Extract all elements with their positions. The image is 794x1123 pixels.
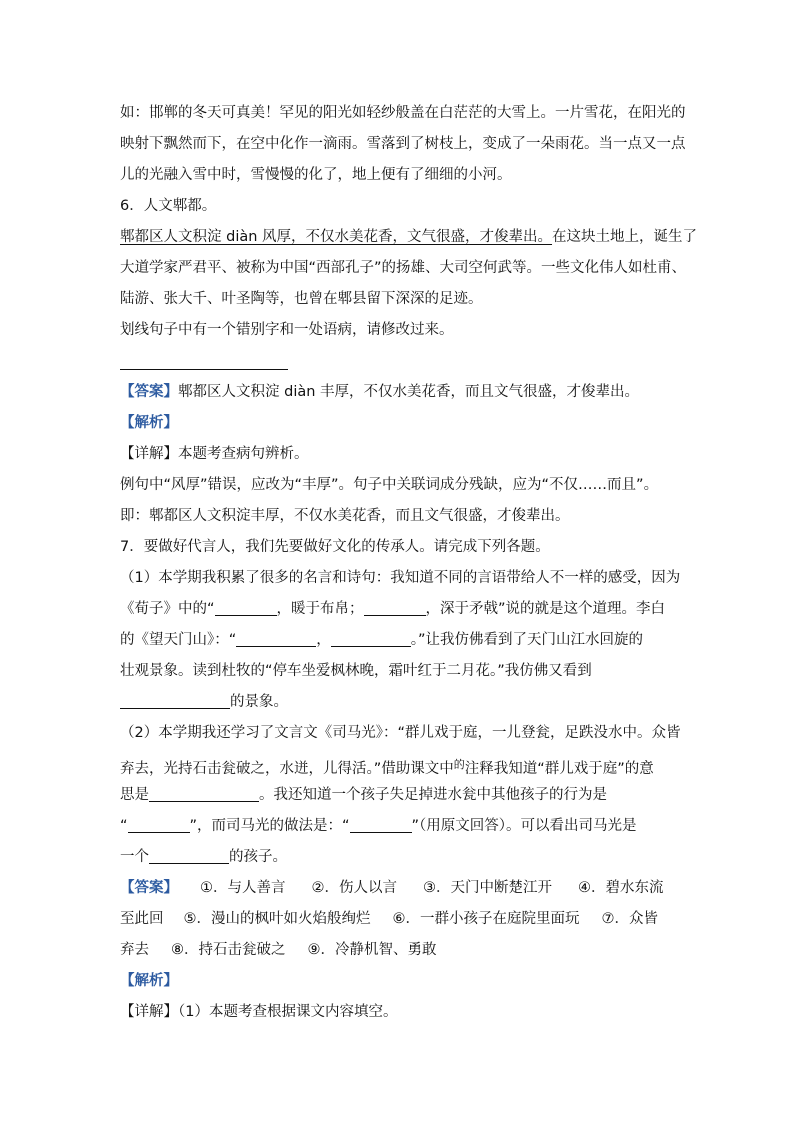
explanation-line-1: 例句中“风厚”错误，应改为“丰厚”。句子中关联词成分残缺，应为“不仅……而且”。 <box>120 477 659 493</box>
answer-8: ⑧．持石击瓮破之 <box>171 942 286 958</box>
sub-question-2-line-5 <box>120 842 680 873</box>
answer-4-continued: 至此回 <box>120 911 164 927</box>
document-page <box>120 98 698 1028</box>
sub-question-2-line-1: （2）本学期我还学习了文言文《司马光》：“群儿戏于庭，一儿登瓮，足跌没水中。众皆 <box>120 725 681 741</box>
question-6-detail <box>120 439 680 470</box>
answer-1: ①．与人善言 <box>200 880 286 896</box>
sub-question-1-line-1: （1）本学期我积累了很多的名言和诗句：我知道不同的言语带给人不一样的感受，因为 <box>120 570 681 586</box>
text-part: ，深于矛戟”说的就是这个道理。李白 <box>425 601 666 617</box>
fill-blank[interactable] <box>236 630 316 647</box>
analysis-tag: 【解析】 <box>120 973 178 989</box>
detail-tag: 【详解】 <box>120 446 178 462</box>
fill-blank[interactable] <box>149 847 229 864</box>
detail-text: （1）本题考查根据课文内容填空。 <box>178 1004 398 1020</box>
answer-5: ⑤．漫山的枫叶如火焰般绚烂 <box>183 911 371 927</box>
fill-blank[interactable] <box>120 692 230 709</box>
question-7-detail <box>120 997 680 1028</box>
sub-question-2-line-4 <box>120 811 680 842</box>
answer-3: ③．天门中断楚江开 <box>423 880 552 896</box>
example-line-2: 映射下飘然而下，在空中化作一滴雨。雪落到了树枝上，变成了一朵雨花。当一点又一点 <box>120 136 686 152</box>
fill-blank[interactable] <box>149 785 259 802</box>
answer-2: ②．伤人以言 <box>311 880 397 896</box>
text-part: 。”让我仿佛看到了天门山江水回旋的 <box>410 632 644 648</box>
question-7-answer-line-1 <box>120 873 680 904</box>
explanation-line-2: 即：郫都区人文积淀丰厚，不仅水美花香，而且文气很盛，才俊辈出。 <box>120 508 570 524</box>
sub-question-2-line-2 <box>120 749 680 780</box>
text-part: ”，而司马光的做法是：“ <box>189 818 350 834</box>
example-line-1: 如：邯郸的冬天可真美！罕见的阳光如轻纱般盖在白茫茫的大雪上。一片雪花，在阳光的 <box>120 105 686 121</box>
sub-question-1-line-4: 壮观景象。读到杜牧的“停车坐爱枫林晚，霜叶红于二月花。”我仿佛又看到 <box>120 663 592 679</box>
answer-text: 郫都区人文积淀 diàn 丰厚，不仅水美花香，而且文气很盛，才俊辈出。 <box>178 384 640 400</box>
question-6-analysis <box>120 408 680 439</box>
example-line-3: 儿的光融入雪中时，雪慢慢的化了，地上便有了细细的小河。 <box>120 167 512 183</box>
answer-9: ⑨．冷静机智、勇敢 <box>307 942 437 958</box>
text-part: 的《望天门山》：“ <box>120 632 237 648</box>
text-part: 一个 <box>120 849 149 865</box>
passage-text: 在这块土地上，诞生了 <box>552 229 698 245</box>
fill-blank[interactable] <box>128 816 190 833</box>
detail-text: 本题考查病句辨析。 <box>178 446 309 462</box>
fill-blank[interactable] <box>350 816 412 833</box>
fill-blank[interactable] <box>364 599 426 616</box>
question-6-passage-line-3: 陆游、张大千、叶圣陶等，也曾在郫县留下深深的足迹。 <box>120 291 483 307</box>
text-part: 《荀子》中的“ <box>120 601 215 617</box>
answer-6: ⑥．一群小孩子在庭院里面玩 <box>392 911 580 927</box>
question-6-title: 6．人文郫都。 <box>120 198 217 214</box>
answer-space <box>120 346 680 377</box>
question-6-passage-line-1 <box>120 222 698 253</box>
text-part: 的孩子。 <box>229 849 287 865</box>
answer-underline[interactable] <box>120 369 288 370</box>
question-7-analysis <box>120 966 680 997</box>
fill-blank[interactable] <box>331 630 411 647</box>
analysis-tag: 【解析】 <box>120 415 178 431</box>
sub-question-2-line-3 <box>120 780 680 811</box>
fill-blank[interactable] <box>215 599 277 616</box>
sub-question-1-line-5 <box>120 687 680 718</box>
question-7-answer-line-2 <box>120 904 680 935</box>
text-part: ，暖于布帛； <box>276 601 364 617</box>
text-part: 。我还知道一个孩子失足掉进水瓮中其他孩子的行为是 <box>259 787 607 803</box>
question-7-answer-line-3 <box>120 935 680 966</box>
text-part: 的景象。 <box>230 694 288 710</box>
text-part: ， <box>316 632 331 648</box>
answer-7: ⑦．众皆 <box>601 911 658 927</box>
answer-7-continued: 弃去 <box>120 942 149 958</box>
answer-tag: 【答案】 <box>120 384 178 400</box>
question-7-title: 7．要做好代言人，我们先要做好文化的传承人。请完成下列各题。 <box>120 539 550 555</box>
sub-question-1-line-2 <box>120 594 680 625</box>
underlined-sentence: 郫都区人文积淀 diàn 风厚，不仅水美花香，文气很盛，才俊辈出。 <box>120 229 553 245</box>
detail-tag: 【详解】 <box>120 1004 178 1020</box>
question-6-prompt: 划线句子中有一个错别字和一处语病，请修改过来。 <box>120 322 454 338</box>
text-part: “ <box>120 818 128 834</box>
question-6-answer <box>120 377 680 408</box>
answer-tag: 【答案】 <box>120 880 178 896</box>
text-part: 思是 <box>120 787 149 803</box>
superscript-char: 的 <box>453 758 465 771</box>
question-6-passage-line-2: 大道学家严君平、被称为中国“西部孔子”的扬雄、大司空何武等。一些文化伟人如杜甫、 <box>120 260 687 276</box>
text-part: ”（用原文回答）。可以看出司马光是 <box>411 818 637 834</box>
text-part: 弃去，光持石击瓮破之，水迸，儿得活。”借助课文中 <box>120 761 454 777</box>
answer-4: ④．碧水东流 <box>578 880 664 896</box>
text-part: 注释我知道“群儿戏于庭”的意 <box>464 761 654 777</box>
sub-question-1-line-3 <box>120 625 680 656</box>
